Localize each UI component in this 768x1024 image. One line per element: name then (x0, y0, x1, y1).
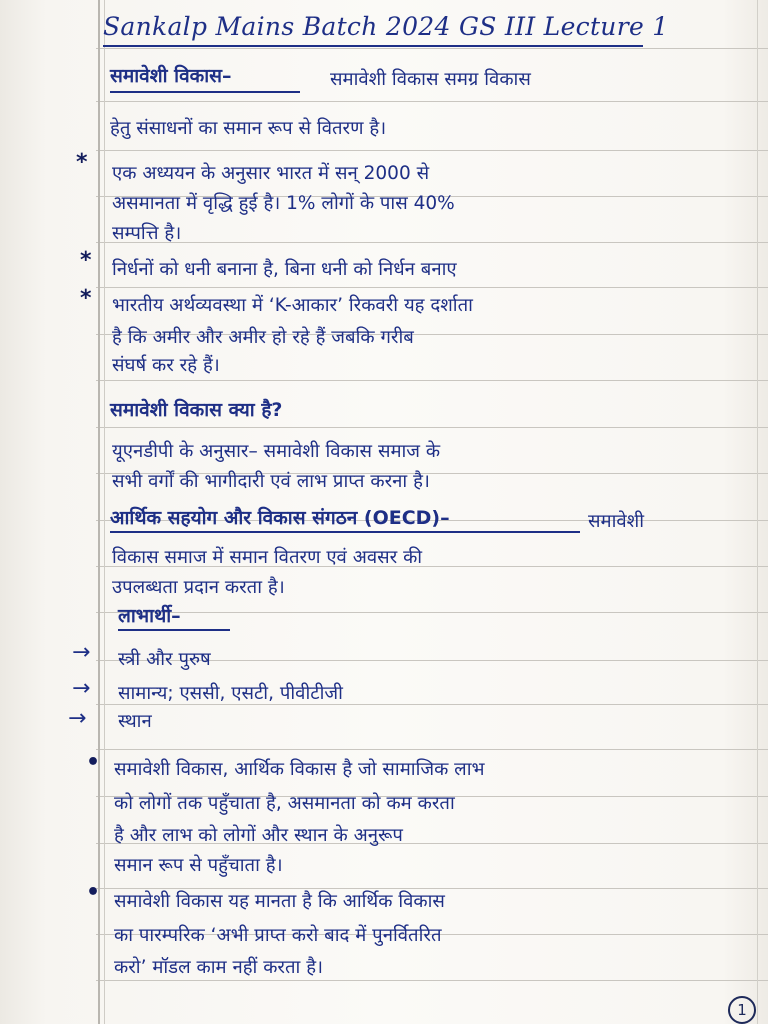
ruled-line (96, 427, 768, 428)
text-line: करो’ मॉडल काम नहीं करता है। (114, 957, 324, 978)
list-item: स्त्री और पुरुष (118, 649, 211, 670)
text-line: भारतीय अर्थव्यवस्था में ‘K-आकार’ रिकवरी यह दर्शाता (112, 295, 473, 316)
text-line: समावेशी विकास यह मानता है कि आर्थिक विकास (114, 891, 445, 912)
bullet-marker: * (76, 150, 88, 175)
ruled-line (96, 150, 768, 151)
section-heading: लाभार्थी– (118, 605, 181, 627)
text-line: उपलब्धता प्रदान करता है। (112, 577, 285, 598)
text-line: को लोगों तक पहुँचाता है, असमानता को कम करता (114, 793, 455, 814)
page-edge (757, 0, 758, 1024)
arrow-icon: → (68, 706, 87, 731)
text-line: एक अध्ययन के अनुसार भारत में सन् 2000 से (112, 163, 430, 184)
ruled-line (96, 48, 768, 49)
margin-line (104, 0, 105, 1024)
text-line: सभी वर्गों की भागीदारी एवं लाभ प्राप्त करना है। (112, 471, 430, 492)
text-line: का पारम्परिक ‘अभी प्राप्त करो बाद में पुनर्वितरित (114, 925, 442, 946)
arrow-icon: → (72, 640, 91, 665)
text-line: समावेशी विकास समग्र विकास (330, 69, 531, 90)
ruled-line (96, 287, 768, 288)
heading-underline (118, 629, 230, 631)
text-line: है और लाभ को लोगों और स्थान के अनुरूप (114, 825, 403, 846)
ruled-line (96, 980, 768, 981)
text-line: है कि अमीर और अमीर हो रहे हैं जबकि गरीब (112, 327, 414, 348)
arrow-icon: → (72, 676, 91, 701)
section-heading: समावेशी विकास– (110, 65, 232, 87)
ruled-line (96, 749, 768, 750)
margin-line (98, 0, 100, 1024)
ruled-line (96, 242, 768, 243)
heading-underline (110, 91, 300, 93)
text-line: विकास समाज में समान वितरण एवं अवसर की (112, 547, 423, 568)
text-line: यूएनडीपी के अनुसार– समावेशी विकास समाज के (112, 441, 441, 462)
text-line: समावेशी (588, 511, 645, 532)
list-item: स्थान (118, 711, 152, 732)
text-line: असमानता में वृद्धि हुई है। 1% लोगों के पास 40% (112, 193, 455, 214)
list-item: सामान्य; एससी, एसटी, पीवीटीजी (118, 683, 343, 704)
page-title: Sankalp Mains Batch 2024 GS III Lecture 1 (103, 12, 669, 41)
title-underline (103, 45, 643, 47)
text-line: समान रूप से पहुँचाता है। (114, 855, 283, 876)
bullet-marker: • (86, 880, 101, 905)
text-line: निर्धनों को धनी बनाना है, बिना धनी को निर्धन बनाए (112, 259, 457, 280)
bullet-marker: * (80, 286, 92, 311)
text-line: हेतु संसाधनों का समान रूप से वितरण है। (110, 118, 387, 139)
text-line: समावेशी विकास, आर्थिक विकास है जो सामाजिक लाभ (114, 759, 485, 780)
bullet-marker: * (80, 248, 92, 273)
ruled-line (96, 380, 768, 381)
page-number: 1 (728, 996, 756, 1024)
heading-underline (110, 531, 580, 533)
ruled-line (96, 101, 768, 102)
section-heading: आर्थिक सहयोग और विकास संगठन (OECD)– (110, 507, 450, 529)
bullet-marker: • (86, 750, 101, 775)
text-line: संघर्ष कर रहे हैं। (112, 355, 220, 376)
ruled-line (96, 612, 768, 613)
section-heading: समावेशी विकास क्या है? (110, 399, 283, 421)
text-line: सम्पत्ति है। (112, 223, 182, 244)
